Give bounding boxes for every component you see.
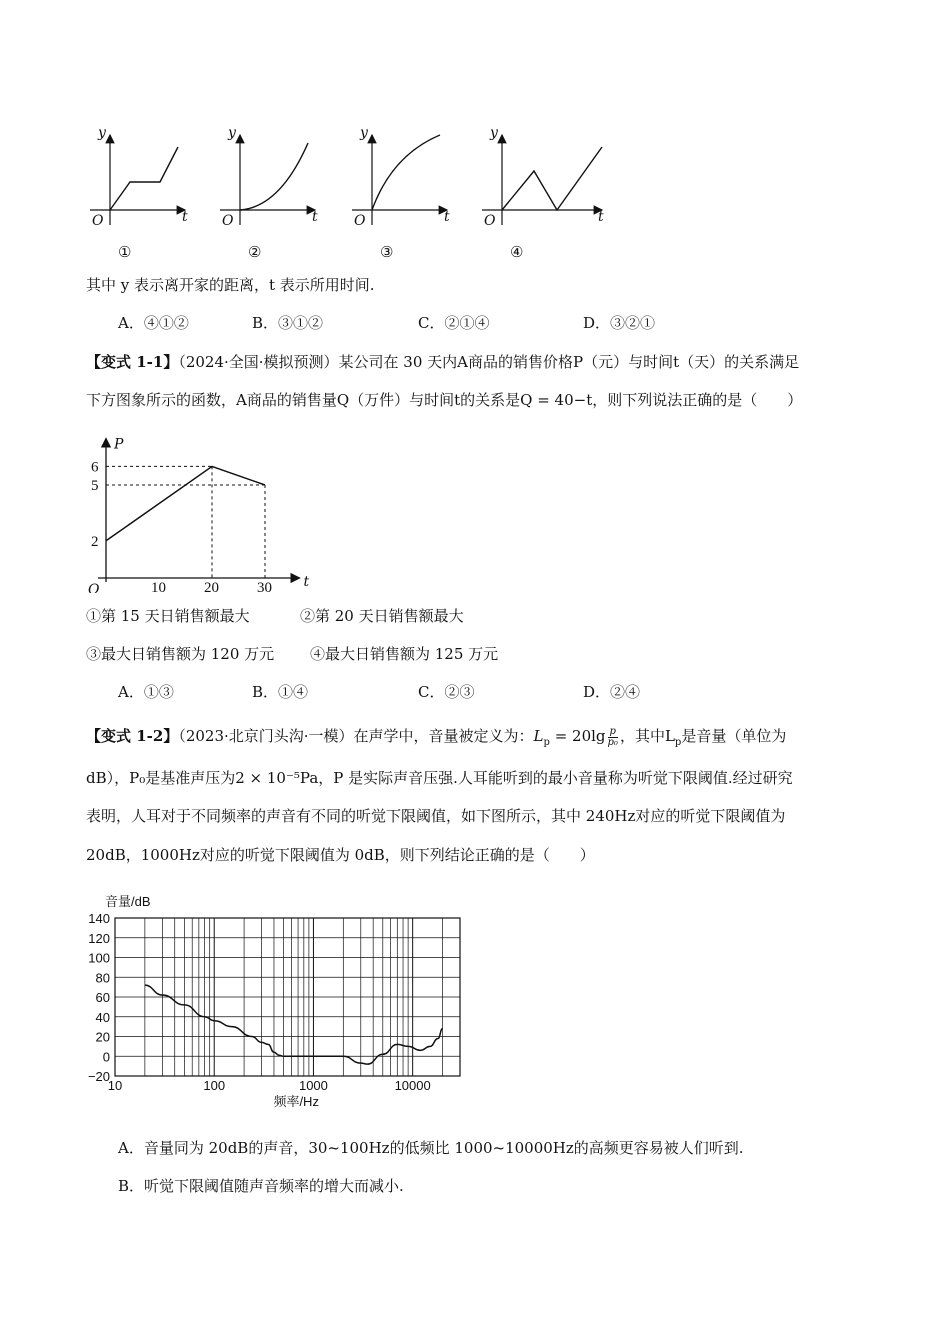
hearing-threshold-chart: [60, 888, 480, 1113]
graph-2-origin: O: [222, 213, 234, 229]
graph-1-tlabel: t: [182, 209, 188, 225]
v11-statement-1: ①第 15 天日销售额最大: [86, 607, 250, 625]
graph-4-origin: O: [484, 213, 496, 229]
chart1-y-tick-0: 2: [91, 533, 99, 550]
chart2-y-tick-7: 120: [88, 930, 110, 946]
v12-line4: 20dB，1000Hz对应的听觉下限阈值为 0dB，则下列结论正确的是（ ）: [86, 846, 595, 864]
v11-statement-4: ④最大日销售额为 125 万元: [310, 645, 499, 663]
v12-fraction: [608, 727, 618, 748]
v12-frac-den: p₀: [607, 736, 618, 748]
v12-text1c: 是音量（单位为: [681, 727, 787, 745]
v11-statement-3: ③最大日销售额为 120 万元: [86, 645, 275, 663]
chart2-x-tick-3: 10000: [394, 1078, 431, 1093]
chart2-y-tick-2: 20: [95, 1029, 110, 1045]
v12-text1b: ，其中L: [619, 727, 675, 745]
chart2-y-tick-8: 140: [88, 911, 110, 926]
v11-line1: [86, 352, 799, 372]
v12-text1a: （2023·北京门头沟·一模）在声学中，音量被定义为：: [178, 727, 534, 745]
chart1-ylabel: P: [114, 436, 124, 453]
graph-4: [482, 125, 604, 261]
v12-formula-lhs: L: [533, 727, 544, 745]
chart1-y-tick-1: 5: [91, 478, 99, 494]
v12-formula: [533, 725, 620, 748]
chart2-y-tick-1: 0: [102, 1049, 110, 1065]
v12-frac-num: p: [608, 727, 618, 738]
chart2-y-tick-0: −20: [87, 1069, 110, 1084]
graph-3-ylabel: y: [360, 125, 368, 141]
v11-line2: 下方图象所示的函数，A商品的销售量Q（万件）与时间t的关系是Q = 40−t，则下列说法正确的是（ ）: [86, 391, 803, 409]
graph-4-ylabel: y: [490, 125, 498, 141]
graph-2-tlabel: t: [312, 209, 318, 225]
q1-option-d: D．③②①: [583, 314, 656, 332]
q1-option-a: A．④①②: [118, 314, 189, 332]
v12-tag: 【变式 1-2】: [86, 727, 179, 745]
v12-option-a: A．音量同为 20dB的声音，30~100Hz的低频比 1000~10000Hz的高频更容易被人们听到.: [118, 1139, 744, 1157]
chart2-y-tick-3: 40: [95, 1009, 110, 1025]
v11-option-d: D．②④: [583, 683, 641, 701]
v12-formula-sub: p: [543, 737, 550, 748]
top-graphs: [80, 115, 620, 275]
graph-3-tlabel: t: [444, 209, 450, 225]
chart1-origin: O: [88, 582, 100, 593]
v12-line3: 表明，人耳对于不同频率的声音有不同的听觉下限阈值，如下图所示，其中 240Hz对应的听觉下限阈值为: [86, 807, 786, 825]
v11-tag: 【变式 1-1】: [86, 353, 179, 371]
chart2-xlabel: 频率/Hz: [273, 1094, 319, 1109]
v12-line2: dB），P₀是基准声压为2 × 10⁻⁵Pa，P 是实际声音压强.人耳能听到的最小音量称为听觉下限阈值.经过研究: [86, 769, 793, 787]
chart2-y-tick-4: 60: [95, 990, 110, 1005]
graph-4-tlabel: t: [598, 209, 604, 225]
chart1-series-line: [106, 466, 265, 540]
note-line: 其中 y 表示离开家的距离，t 表示所用时间.: [86, 276, 375, 294]
graph-1-ylabel: y: [98, 125, 106, 141]
chart2-x-tick-2: 1000: [298, 1078, 328, 1093]
v12-option-b: B．听觉下限阈值随声音频率的增大而减小.: [118, 1177, 404, 1195]
v11-option-b: B．①④: [252, 683, 309, 701]
v11-option-c: C．②③: [418, 683, 475, 701]
chart2-x-tick-0: 10: [107, 1078, 123, 1093]
chart1-x-tick-0: 10: [151, 580, 166, 593]
graph-4-label: ④: [510, 245, 524, 261]
v12-text1b-sub: p: [674, 737, 682, 748]
chart1-y-tick-2: 6: [91, 459, 99, 476]
graph-3-origin: O: [354, 213, 366, 229]
q1-option-c: C．②①④: [418, 314, 490, 332]
v12-formula-mid: = 20lg: [549, 727, 606, 745]
graph-2-ylabel: y: [228, 125, 236, 141]
v11-statement-2: ②第 20 天日销售额最大: [300, 607, 464, 625]
v11-option-a: A．①③: [118, 683, 174, 701]
graph-3: [352, 125, 450, 261]
chart2-y-tick-5: 80: [95, 970, 110, 986]
graph-2: [220, 125, 318, 261]
graph-1-origin: O: [92, 213, 104, 229]
chart2-y-tick-6: 100: [88, 950, 110, 966]
v11-text1: （2024·全国·模拟预测）某公司在 30 天内A商品的销售价格P（元）与时间t（天）的关系满足: [178, 353, 800, 371]
v12-line1: [86, 726, 786, 753]
price-time-chart: [82, 418, 312, 593]
graph-3-label: ③: [380, 245, 394, 261]
graph-1: [90, 125, 188, 261]
chart1-x-tick-2: 30: [257, 580, 272, 593]
q1-option-b: B．③①②: [252, 314, 324, 332]
graph-1-label: ①: [118, 245, 132, 261]
chart1-x-tick-1: 20: [204, 580, 219, 593]
graph-2-label: ②: [248, 245, 262, 261]
chart1-xlabel: t: [303, 574, 310, 590]
chart2-ylabel: 音量/dB: [105, 894, 151, 909]
chart2-x-tick-1: 100: [203, 1078, 226, 1093]
